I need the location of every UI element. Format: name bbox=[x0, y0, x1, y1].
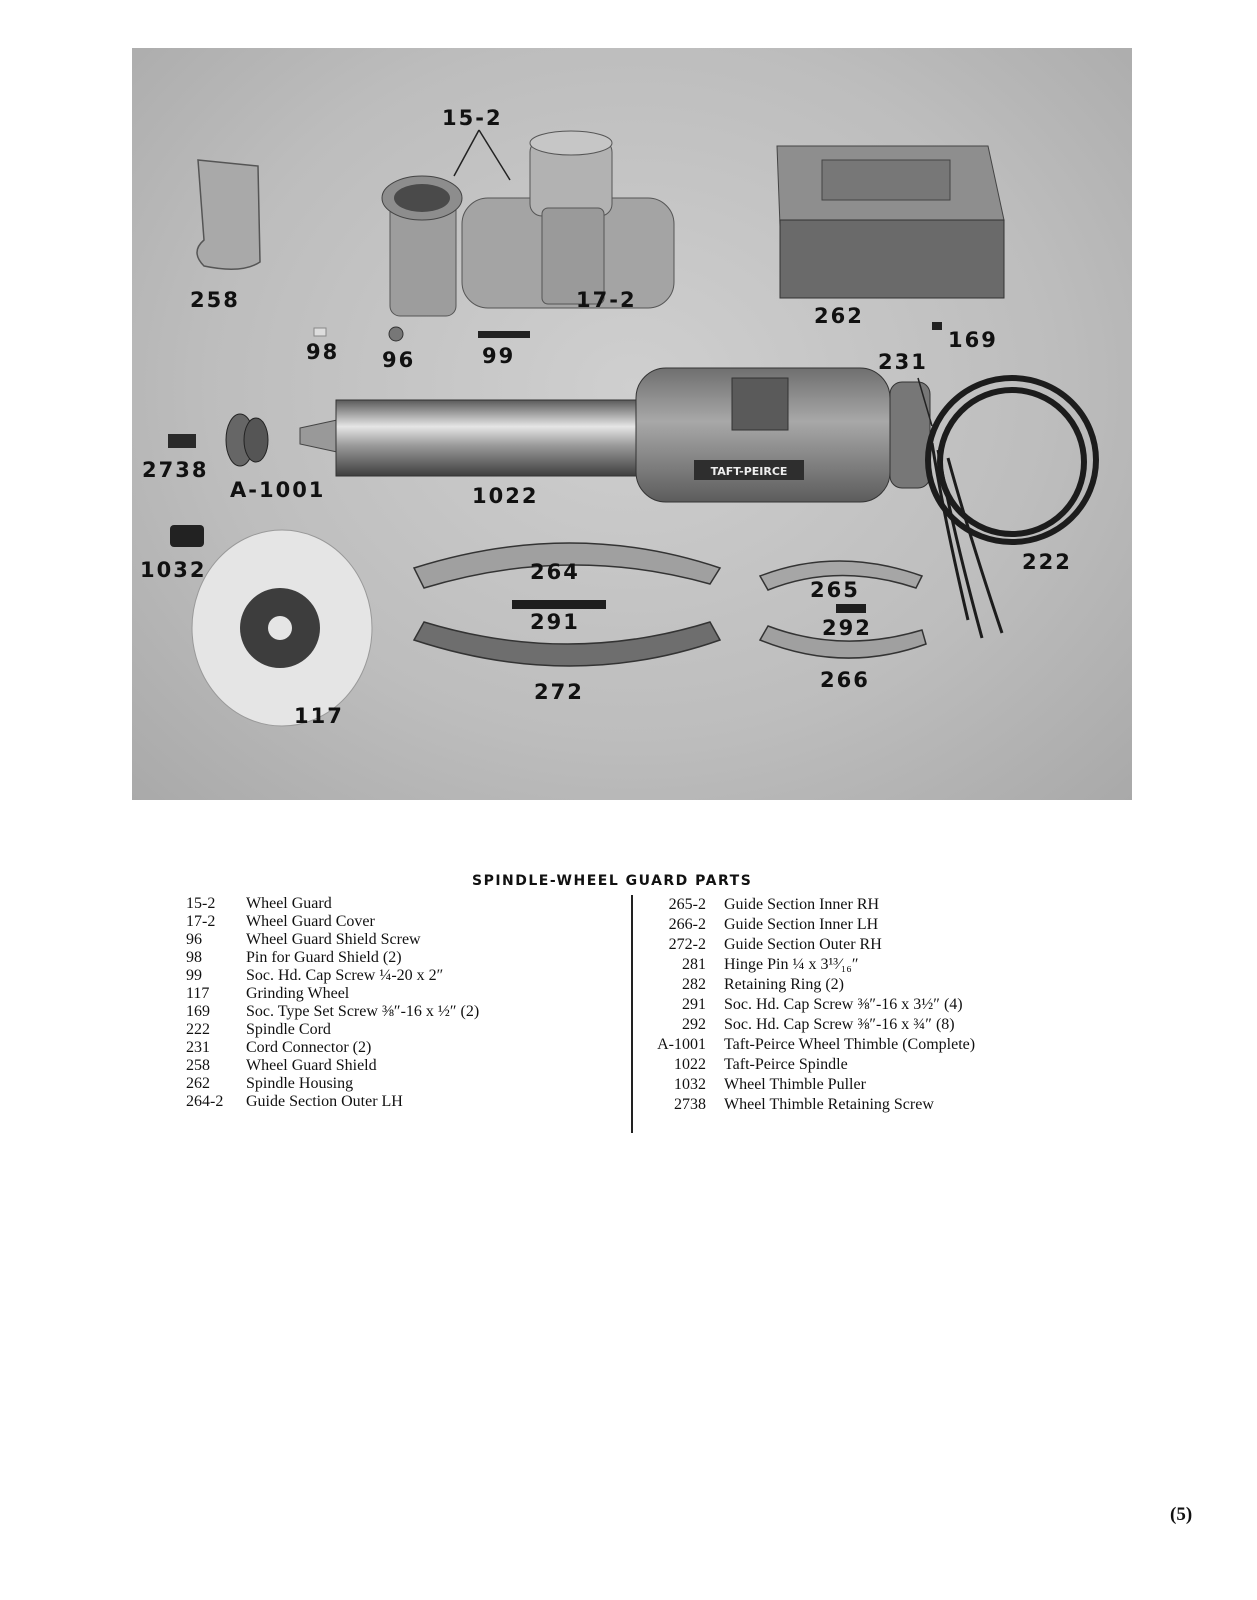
parts-list-row bbox=[648, 915, 975, 935]
callout-117: 117 bbox=[294, 704, 344, 728]
wheel-thimble-part bbox=[226, 414, 268, 466]
part-number: 1022 bbox=[674, 1056, 706, 1073]
parts-list-row bbox=[186, 1057, 479, 1075]
parts-list-row bbox=[186, 1021, 479, 1039]
parts-list-heading: SPINDLE-WHEEL GUARD PARTS bbox=[472, 873, 753, 889]
part-number: 169 bbox=[186, 1003, 210, 1020]
parts-list-row bbox=[648, 935, 975, 955]
part-number: 17-2 bbox=[186, 913, 216, 930]
part-description: Wheel Guard bbox=[246, 895, 332, 912]
part-description: Soc. Hd. Cap Screw ⅜″-16 x ¾″ (8) bbox=[724, 1016, 955, 1033]
part-number: 231 bbox=[186, 1039, 210, 1056]
callout-a-1001: A-1001 bbox=[230, 478, 326, 502]
callout-258: 258 bbox=[190, 288, 240, 312]
part-description: Guide Section Outer LH bbox=[246, 1093, 403, 1110]
shield-screw-part bbox=[389, 327, 403, 341]
grinding-wheel bbox=[192, 530, 372, 726]
part-description: Soc. Hd. Cap Screw ⅜″-16 x 3½″ (4) bbox=[724, 996, 963, 1013]
callout-231: 231 bbox=[878, 350, 928, 374]
parts-list-row bbox=[186, 949, 479, 967]
part-description: Soc. Type Set Screw ⅜″-16 x ½″ (2) bbox=[246, 1003, 480, 1020]
part-description: Taft-Peirce Spindle bbox=[724, 1056, 848, 1073]
spindle-cord bbox=[928, 378, 1096, 638]
cap-screw-99-part bbox=[478, 331, 530, 338]
parts-list-row bbox=[648, 1075, 975, 1095]
part-description: Wheel Guard Shield bbox=[246, 1057, 377, 1074]
parts-list-row bbox=[186, 1075, 479, 1093]
part-number: 265-2 bbox=[668, 896, 706, 913]
parts-list-row bbox=[648, 955, 975, 975]
part-description: Cord Connector (2) bbox=[246, 1039, 372, 1056]
parts-list-row bbox=[186, 985, 479, 1003]
parts-list-row bbox=[186, 1093, 479, 1111]
part-description: Guide Section Inner RH bbox=[724, 896, 880, 913]
part-description: Wheel Thimble Puller bbox=[724, 1076, 866, 1093]
part-description: Hinge Pin ¼ x 3¹³⁄₁₆″ bbox=[724, 956, 859, 973]
part-number: 258 bbox=[186, 1057, 210, 1074]
parts-list-row bbox=[186, 967, 479, 985]
callout-222: 222 bbox=[1022, 550, 1072, 574]
part-number: 2738 bbox=[674, 1096, 706, 1113]
parts-list-row bbox=[186, 1003, 479, 1021]
parts-list-row bbox=[186, 1039, 479, 1057]
callout-1032: 1032 bbox=[140, 558, 207, 582]
part-number: 262 bbox=[186, 1075, 210, 1092]
part-description: Spindle Cord bbox=[246, 1021, 331, 1038]
parts-list-left-column bbox=[186, 895, 479, 1111]
parts-list-row bbox=[186, 931, 479, 949]
part-description: Wheel Guard Cover bbox=[246, 913, 375, 930]
callout-15-2: 15-2 bbox=[442, 106, 503, 130]
parts-list-row bbox=[648, 995, 975, 1015]
part-number: 292 bbox=[682, 1016, 706, 1033]
callout-291: 291 bbox=[530, 610, 580, 634]
part-number: 291 bbox=[682, 996, 706, 1013]
spindle bbox=[300, 368, 930, 502]
callout-272: 272 bbox=[534, 680, 584, 704]
part-description: Guide Section Inner LH bbox=[724, 916, 879, 933]
part-description: Wheel Guard Shield Screw bbox=[246, 931, 421, 948]
parts-list-row bbox=[648, 1035, 975, 1055]
parts-list-row bbox=[648, 975, 975, 995]
callout-265: 265 bbox=[810, 578, 860, 602]
cap-screw-292-part bbox=[836, 604, 866, 613]
part-description: Taft-Peirce Wheel Thimble (Complete) bbox=[724, 1036, 976, 1053]
parts-list-right-column bbox=[648, 895, 975, 1115]
spindle-housing bbox=[777, 146, 1004, 298]
part-number: 15-2 bbox=[186, 895, 216, 912]
parts-list-row bbox=[186, 895, 479, 913]
part-number: 282 bbox=[682, 976, 706, 993]
part-description: Grinding Wheel bbox=[246, 985, 350, 1002]
parts-illustration bbox=[132, 48, 1132, 800]
guard-pin-part bbox=[314, 328, 326, 336]
cap-screw-291-part bbox=[512, 600, 606, 609]
parts-list-row bbox=[648, 1095, 975, 1115]
retaining-screw-part bbox=[168, 434, 196, 448]
parts-list-row bbox=[648, 1055, 975, 1075]
callout-264: 264 bbox=[530, 560, 580, 584]
parts-list-row bbox=[648, 1015, 975, 1035]
callout-98: 98 bbox=[306, 340, 340, 364]
part-number: 96 bbox=[186, 931, 202, 948]
parts-list-row bbox=[186, 913, 479, 931]
callout-1022: 1022 bbox=[472, 484, 539, 508]
parts-list-row bbox=[648, 895, 975, 915]
callout-96: 96 bbox=[382, 348, 416, 372]
part-number: 222 bbox=[186, 1021, 210, 1038]
thimble-puller-part bbox=[170, 525, 204, 547]
nameplate-text: TAFT-PEIRCE bbox=[710, 465, 788, 478]
column-divider bbox=[631, 895, 633, 1133]
callout-169: 169 bbox=[948, 328, 998, 352]
part-description: Soc. Hd. Cap Screw ¼-20 x 2″ bbox=[246, 967, 444, 984]
part-description: Wheel Thimble Retaining Screw bbox=[724, 1096, 934, 1113]
part-description: Retaining Ring (2) bbox=[724, 976, 844, 993]
wheel-guard-cover bbox=[462, 131, 674, 308]
part-number: 99 bbox=[186, 967, 202, 984]
part-number: 1032 bbox=[674, 1076, 706, 1093]
part-description: Guide Section Outer RH bbox=[724, 936, 882, 953]
callout-292: 292 bbox=[822, 616, 872, 640]
set-screw-part bbox=[932, 322, 942, 330]
wheel-guard-shield bbox=[197, 160, 260, 269]
part-description: Spindle Housing bbox=[246, 1075, 354, 1092]
part-number: 98 bbox=[186, 949, 202, 966]
callout-2738: 2738 bbox=[142, 458, 209, 482]
callout-262: 262 bbox=[814, 304, 864, 328]
part-number: 272-2 bbox=[668, 936, 706, 953]
callout-17-2: 17-2 bbox=[576, 288, 637, 312]
callout-99: 99 bbox=[482, 344, 516, 368]
part-number: 264-2 bbox=[186, 1093, 224, 1110]
part-number: A-1001 bbox=[657, 1036, 706, 1053]
callout-266: 266 bbox=[820, 668, 870, 692]
page-number: (5) bbox=[1170, 1504, 1193, 1525]
parts-photograph bbox=[132, 48, 1132, 800]
part-number: 281 bbox=[682, 956, 706, 973]
part-number: 266-2 bbox=[668, 916, 706, 933]
wheel-guard bbox=[382, 176, 462, 316]
part-number: 117 bbox=[186, 985, 210, 1002]
part-description: Pin for Guard Shield (2) bbox=[246, 949, 402, 966]
